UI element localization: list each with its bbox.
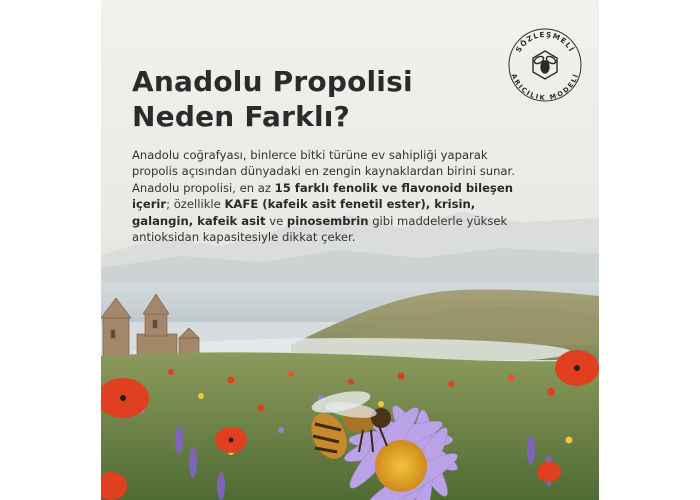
bee-in-hexagon-icon — [533, 51, 557, 79]
paragraph-text-1: Anadolu coğrafyası, binlerce bitki türüne ev sahipliği yaparak propolis açısından dünyadaki en zengin kaynaklardan birini sunar. Anadolu propolisi, en az — [132, 148, 515, 195]
logo — [507, 27, 583, 103]
paragraph-text-2: ; özellikle — [166, 197, 225, 212]
paragraph-bold-3: pinosembrin — [286, 213, 369, 228]
title-line-2: Neden Farklı? — [132, 100, 350, 133]
paragraph-text-3: ve — [265, 213, 287, 228]
title-line-1: Anadolu Propolisi — [132, 65, 413, 98]
body-paragraph — [132, 147, 528, 245]
logo-bottom-text: ARICILIK MODELİ — [509, 72, 581, 102]
svg-text:ARICILIK MODELİ — [510, 72, 581, 102]
paragraph-text-4: gibi maddelerle yüksek antioksidan kapasitesiyle dikkat çeker. — [132, 213, 508, 245]
svg-text:SÖZLEŞMELİ — [514, 30, 577, 54]
logo-top-text: SÖZLEŞMELİ — [513, 29, 577, 54]
paragraph-bold-2: KAFE (kafeik asit fenetil ester), krisin, galangin, kafeik asit — [132, 197, 476, 228]
page-title — [132, 64, 413, 134]
paragraph-bold-1: 15 farklı fenolik ve flavonoid bileşen içerir — [132, 180, 513, 212]
post-card — [101, 0, 599, 500]
